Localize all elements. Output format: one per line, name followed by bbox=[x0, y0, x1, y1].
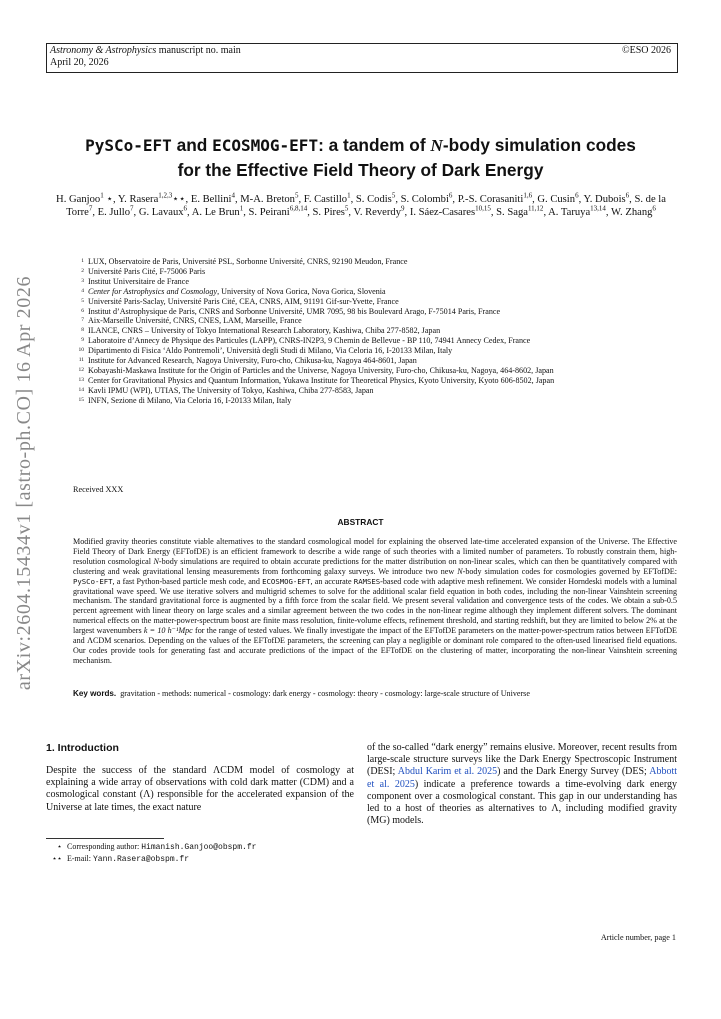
author: V. Reverdy$^9$ bbox=[353, 204, 405, 219]
copyright: ©ESO 2026 bbox=[622, 45, 671, 56]
author-affiliation-marker: 6 bbox=[575, 191, 579, 200]
author: P.-S. Corasaniti$^{1,6}$ bbox=[457, 191, 533, 205]
affiliation-number: 12 bbox=[78, 366, 84, 373]
abstract-code3: RAMSES bbox=[353, 576, 381, 586]
author: H. Ganjoo$^1$ ⋆ bbox=[56, 191, 113, 205]
author: M-A. Breton$^5$ bbox=[240, 191, 299, 205]
author-affiliation-marker: 6 bbox=[652, 204, 656, 213]
footnote-marker: ⋆ bbox=[56, 842, 62, 851]
title-part1: : a tandem of bbox=[318, 135, 431, 155]
affiliation-item bbox=[73, 277, 677, 287]
author: S. Codis$^5$ bbox=[355, 191, 396, 205]
paper-title bbox=[40, 133, 681, 182]
affiliation-item bbox=[73, 307, 677, 317]
footnote-rule bbox=[46, 838, 164, 839]
author-affiliation-marker: 1 bbox=[239, 204, 244, 213]
author: S. Saga$^{11,12}$ bbox=[496, 204, 544, 219]
received-line: Received XXX bbox=[73, 485, 124, 494]
author: Y. Dubois$^6$ bbox=[583, 191, 630, 205]
author-affiliation-marker: 5 bbox=[344, 204, 349, 213]
abstract-text bbox=[73, 537, 677, 666]
affiliation-text: ILANCE, CNRS – University of Tokyo International Research Laboratory, Kashiwa, Chiba 277-8582, Japan bbox=[88, 326, 441, 336]
intro-right-3: ) indicate a preference towards a time-evolving dark energy component over a cosmological constant. This gap in our understanding has led to a host of theories as alternatives to Λ, including modified gravity (MG) models. bbox=[367, 778, 677, 827]
author-affiliation-marker: 1,6 bbox=[523, 191, 533, 200]
citation-link-desi[interactable]: Abdul Karim et al. 2025 bbox=[397, 766, 498, 778]
intro-right-column bbox=[367, 742, 677, 827]
email-address[interactable]: Himanish.Ganjoo@obspm.fr bbox=[141, 843, 257, 852]
affiliation-text: Université Paris-Saclay, Université Paris Cité, CEA, CNRS, AIM, 91191 Gif-sur-Yvette, France bbox=[88, 296, 399, 306]
author-affiliation-marker: 5 bbox=[391, 191, 396, 200]
author-affiliation-marker: 6 bbox=[625, 191, 630, 200]
author: A. Le Brun$^1$ bbox=[191, 204, 244, 219]
author-footnote-marker: ⋆⋆ bbox=[172, 194, 186, 205]
affiliation-number: 8 bbox=[81, 327, 84, 334]
affiliation-item bbox=[73, 376, 677, 386]
keywords-text: gravitation - methods: numerical - cosmology: dark energy - cosmology: theory - cosmology: large-scale structure of Universe bbox=[120, 689, 530, 698]
title-code2: ECOSMOG-EFT bbox=[212, 136, 319, 155]
affiliation-item bbox=[73, 386, 677, 396]
affiliation-number: 7 bbox=[81, 317, 84, 324]
email-address[interactable]: Yann.Rasera@obspm.fr bbox=[93, 854, 190, 864]
abstract-p4: , a fast Python-based particle mesh code, and bbox=[112, 576, 263, 586]
author: F. Castillo$^1$ bbox=[303, 191, 351, 205]
author-list: H. Ganjoo$^1$ ⋆, Y. Rasera$^{1,2,3}$⋆⋆, E. Bellini$^4$, M-A. Breton$^5$, F. Castillo$^1$, S. Codis$^5$, S. Colombi$^6$, P.-S. Corasaniti$^{1,6}$, G. Cusin$^6$, Y. Dubois$^6$, S. de la Torre$^7$, E. Jullo$^7$, G. Lavaux$^6$, A. Le Brun$^1$, S. Peirani$^{6,8,14}$, S. Pires$^5$, V. Reverdy$^9$, I. Sáez-Casares$^{10,15}$, S. Saga$^{11,12}$, A. Taruya$^{13,14}$, W. Zhang$^6$ bbox=[56, 191, 666, 219]
abstract-p1: Modified gravity theories constitute viable alternatives to the standard cosmological model for explaining the observed late-time accelerated expansion of the Universe. The Effective Field Theory of Dark Energy (EFTofDE) is an efficient framework to describe a wide range of such theories with a limited number of parameters. To robustly constrain them, high-resolution cosmological bbox=[73, 537, 677, 566]
author: W. Zhang$^6$ bbox=[611, 204, 656, 219]
footnote-item bbox=[46, 842, 346, 854]
author: I. Sáez-Casares$^{10,15}$ bbox=[409, 204, 491, 219]
abstract-n2: N bbox=[457, 566, 463, 576]
title-and: and bbox=[171, 135, 213, 155]
affiliation-text: Aix-Marseille Université, CNRS, CNES, LAM, Marseille, France bbox=[88, 316, 302, 326]
affiliation-item bbox=[73, 326, 677, 336]
author-affiliation-marker: 9 bbox=[401, 204, 405, 213]
author-footnote-marker: ⋆ bbox=[103, 194, 113, 205]
affiliation-text: Kobayashi-Maskawa Institute for the Origin of Particles and the Universe, Nagoya University, Furo-cho, Chikusa-ku, Nagoya, 464-8602, Japan bbox=[88, 365, 554, 375]
affiliation-text: Kavli IPMU (WPI), UTIAS, The University of Tokyo, Kashiwa, Chiba 277-8583, Japan bbox=[88, 385, 374, 395]
affiliation-item bbox=[73, 316, 677, 326]
abstract-kexpr: k = 10 h⁻¹Mpc bbox=[143, 626, 193, 636]
author: E. Jullo$^7$ bbox=[97, 204, 134, 219]
author-affiliation-marker: 10,15 bbox=[475, 204, 491, 213]
page-footer: Article number, page 1 bbox=[600, 933, 676, 942]
affiliation-text: LUX, Observatoire de Paris, Université PSL, Sorbonne Université, CNRS, 92190 Meudon, France bbox=[88, 257, 408, 266]
affiliation-number: 1 bbox=[81, 258, 84, 264]
affiliation-text: INFN, Sezione di Milano, Via Celoria 16, I-20133 Milan, Italy bbox=[88, 395, 292, 405]
intro-right-1: of the so-called “dark energy” remains elusive. Moreover, recent results from large-scale structure surveys like the Dark Energy Spectroscopic Instrument (DESI; bbox=[367, 742, 677, 778]
journal-name: Astronomy & Astrophysics bbox=[50, 45, 157, 56]
title-n: N bbox=[430, 136, 443, 155]
title-part2: -body simulation codes bbox=[442, 135, 636, 155]
affiliation-number: 4 bbox=[81, 287, 84, 294]
author: A. Taruya$^{13,14}$ bbox=[548, 204, 606, 219]
author-affiliation-marker: 4 bbox=[231, 191, 235, 200]
arxiv-stamp: arXiv:2604.15434v1 [astro-ph.CO] 16 Apr 2026 bbox=[13, 275, 35, 691]
author-affiliation-marker: 7 bbox=[130, 204, 134, 213]
footnote-text: Corresponding author: Himanish.Ganjoo@obspm.fr bbox=[67, 842, 257, 852]
author: Y. Rasera$^{1,2,3}$⋆⋆ bbox=[117, 191, 186, 205]
author-affiliation-marker: 11,12 bbox=[527, 204, 544, 213]
author: S. de la Torre$^7$ bbox=[66, 194, 666, 219]
author-affiliation-marker: 7 bbox=[88, 204, 93, 213]
author: G. Lavaux$^6$ bbox=[138, 204, 188, 219]
intro-right-2: ) and the Dark Energy Survey (DES; bbox=[497, 766, 650, 778]
title-code1: PySCo-EFT bbox=[85, 136, 172, 155]
abstract-code2: ECOSMOG-EFT bbox=[262, 576, 311, 586]
date-line: April 20, 2026 bbox=[50, 57, 109, 68]
footnote-text: E-mail: Yann.Rasera@obspm.fr bbox=[67, 853, 190, 864]
footnotes bbox=[46, 842, 346, 865]
affiliation-text: Institut d’Astrophysique de Paris, CNRS and Sorbonne Université, UMR 7095, 98 bis Boulevard Arago, F-75014 Paris, France bbox=[88, 306, 501, 316]
affiliation-number: 6 bbox=[81, 307, 84, 314]
author-affiliation-marker: 1,2,3 bbox=[158, 191, 173, 200]
author: S. Colombi$^6$ bbox=[400, 191, 453, 205]
keywords bbox=[73, 689, 677, 699]
abstract-p7: for the range of tested values. We finally investigate the impact of the EFTofDE parameters on the matter-power-spectrum ratios between EFTofDE and ΛCDM scenarios. Depending on the values of the EFTofDE parameters, the screening can play a negligible or dominant role compared to the often-used linearised field equations. Our codes provide tools for generating fast and accurate predictions of the impact of the EFTofDE on the clustering of matter, incorporating the non-linear Vainshtein screening mechanism. bbox=[73, 626, 677, 665]
affiliation-text: Université Paris Cité, F-75006 Paris bbox=[88, 266, 206, 276]
affiliation-number: 14 bbox=[78, 386, 84, 393]
abstract-p5: , an accurate bbox=[310, 576, 354, 586]
affiliation-text: Institut Universitaire de France bbox=[88, 276, 189, 286]
affiliation-text: Institute for Advanced Research, Nagoya University, Furo-cho, Chikusa-ku, Nagoya 464-8601, Japan bbox=[88, 356, 417, 366]
intro-left-column: Despite the success of the standard ΛCDM model of cosmology at explaining a wide array of observations with cold dark matter (CDM) and a cosmological constant (Λ) responsible for the accelerated expansion of the Universe at late times, the exact nature bbox=[46, 765, 354, 813]
affiliation-text: Laboratoire d’Annecy de Physique des Particules (LAPP), CNRS-IN2P3, 9 Chemin de Bellevue - BP 110, 74941 Annecy Cedex, France bbox=[88, 336, 531, 346]
author: S. Peirani$^{6,8,14}$ bbox=[248, 204, 308, 219]
section-heading: 1. Introduction bbox=[46, 742, 119, 754]
affiliation-number: 10 bbox=[78, 347, 84, 354]
affiliation-text: Center for Gravitational Physics and Quantum Information, Yukawa Institute for Theoretical Physics, Kyoto University, Kyoto 606-8502, Japan bbox=[88, 375, 555, 385]
abstract-p6: -based code with adaptive mesh refinement. We consider Horndeski models with a luminal gravitational wave speed. We use iterative solvers and multigrid schemes to solve for the additional scalar field equation in both codes, including the non-linear Vainshtein screening mechanism. The standard gravitational force is augmented by a fifth force from the scalar field. We present several validation and convergence tests of the codes. We obtain a sub-0.5 percent agreement with linear theory on large scales and a similar agreement between the two codes in the non-linear regime although they implement different solvers. The dominant numerical effects on the matter-power-spectrum boost are finite mass resolution, finite-volume effects, refinement threshold, and starting redshift, but they are limited to below 2% at the largest wavenumbers bbox=[73, 576, 678, 636]
abstract-p3: -body simulation codes for cosmologies governed by EFTofDE: bbox=[462, 566, 677, 576]
affiliation-item bbox=[73, 287, 677, 297]
author-affiliation-marker: 6,8,14 bbox=[289, 204, 308, 213]
affiliation-item bbox=[73, 297, 677, 307]
affiliation-number: 15 bbox=[78, 396, 84, 403]
author: S. Pires$^5$ bbox=[312, 204, 349, 219]
abstract-n1: N bbox=[153, 556, 159, 566]
affiliation-item bbox=[73, 336, 677, 346]
author-affiliation-marker: 6 bbox=[183, 204, 188, 213]
affiliation-item bbox=[73, 396, 677, 406]
abstract-p2: -body simulations are required to obtain accurate predictions for the matter distribution on non-linear scales, which can then be quantitatively compared with clustering and weak gravitational lensing measurements from forthcoming galaxy surveys. We introduce two new bbox=[73, 556, 677, 576]
abstract-heading: ABSTRACT bbox=[337, 517, 384, 527]
author-affiliation-marker: 6 bbox=[448, 191, 453, 200]
abstract-code1: PySCo-EFT bbox=[73, 576, 113, 586]
author: E. Bellini$^4$ bbox=[190, 191, 235, 205]
affiliation-number: 3 bbox=[81, 277, 84, 284]
author-affiliation-marker: 1 bbox=[347, 191, 351, 200]
affiliation-item bbox=[73, 366, 677, 376]
author-affiliation-marker: 1 bbox=[100, 191, 104, 200]
affiliation-item bbox=[73, 267, 677, 277]
affiliation-number: 9 bbox=[81, 337, 84, 344]
citation-link-des[interactable]: Abbott et al. 2025 bbox=[367, 766, 678, 790]
footnote-marker: ⋆⋆ bbox=[51, 853, 62, 863]
affiliation-number: 5 bbox=[81, 297, 84, 304]
affiliation-number: 13 bbox=[78, 376, 84, 383]
author-affiliation-marker: 13,14 bbox=[590, 204, 606, 213]
affiliation-list bbox=[73, 257, 677, 406]
affiliation-text: Dipartimento di Fisica ‘Aldo Pontremoli’, Università degli Studi di Milano, Via Celoria 16, I-20133 Milan, Italy bbox=[88, 346, 453, 356]
affiliation-item bbox=[73, 257, 677, 267]
affiliation-item bbox=[73, 346, 677, 356]
author-affiliation-marker: 5 bbox=[294, 191, 299, 200]
affiliation-text: Center for Astrophysics and Cosmology, University of Nova Gorica, Nova Gorica, Slovenia bbox=[88, 286, 386, 296]
footnote-item bbox=[46, 854, 346, 866]
journal-line bbox=[50, 45, 241, 56]
title-line2: for the Effective Field Theory of Dark Energy bbox=[177, 160, 544, 180]
affiliation-item bbox=[73, 356, 677, 366]
keywords-label: Key words. bbox=[73, 689, 117, 698]
affiliation-number: 11 bbox=[78, 357, 84, 364]
author: G. Cusin$^6$ bbox=[537, 191, 579, 205]
affiliation-number: 2 bbox=[81, 267, 84, 274]
manuscript-label: manuscript no. main bbox=[156, 45, 241, 56]
